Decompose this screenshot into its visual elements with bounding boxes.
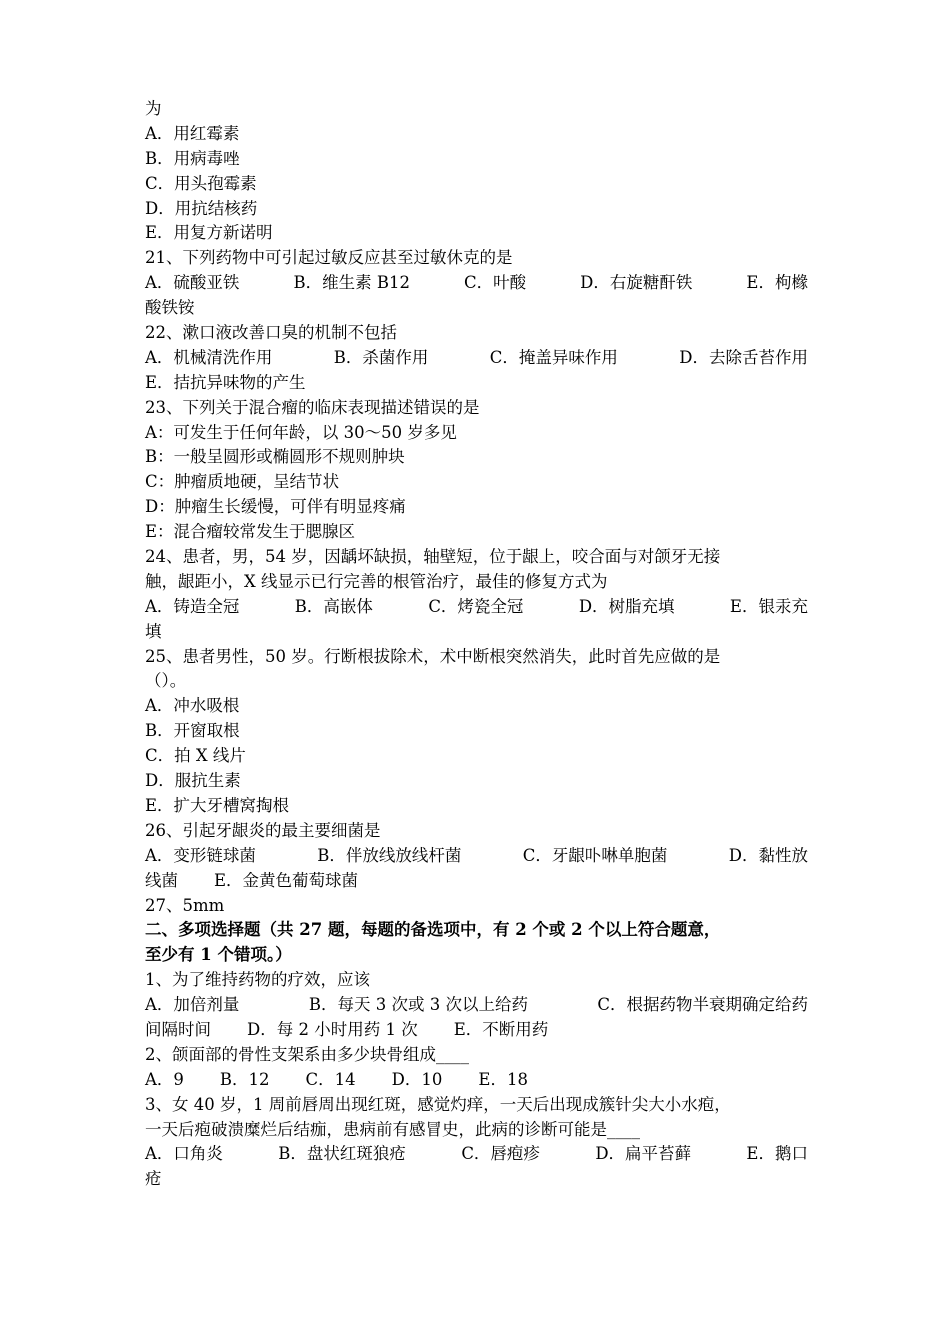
text-line: 为 — [145, 99, 162, 118]
question-24-cont: 触，龈距小，X 线显示已行完善的根管治疗，最佳的修复方式为 — [145, 571, 608, 591]
question-21: 21、下列药物中可引起过敏反应甚至过敏休克的是 — [145, 248, 513, 268]
option-continuation: 酸铁铵 — [145, 298, 195, 318]
option: E．金黄色葡萄球菌 — [214, 870, 359, 890]
question-24-options — [145, 595, 808, 620]
option-line: E．用复方新诺明 — [145, 223, 273, 243]
option-line: C．拍 X 线片 — [145, 746, 246, 766]
option: C．烤瓷全冠 — [428, 596, 524, 616]
multi-question-1-options-cont — [145, 1018, 808, 1043]
option-line: E．拮抗异味物的产生 — [145, 372, 306, 392]
option-line: D．用抗结核药 — [145, 198, 258, 218]
question-26-options-cont — [145, 869, 808, 894]
section-heading: 二、多项选择题（共 27 题，每题的备选项中，有 2 个或 2 个以上符合题意， — [145, 920, 721, 940]
option: C．叶酸 — [463, 273, 527, 293]
question-23: 23、下列关于混合瘤的临床表现描述错误的是 — [145, 397, 480, 417]
option: C．掩盖异味作用 — [489, 347, 618, 367]
option: 间隔时间 — [145, 1019, 211, 1039]
multi-question-2: 2、颌面部的骨性支架系由多少块骨组成____ — [145, 1044, 469, 1064]
question-22-options — [145, 346, 808, 371]
option-line: B．用病毒唑 — [145, 148, 240, 168]
option-line: A．用红霉素 — [145, 123, 240, 143]
question-25-cont: （）。 — [145, 671, 187, 691]
option: C．唇疱疹 — [461, 1144, 540, 1164]
option: 线菌 — [145, 870, 178, 890]
multi-question-3-options — [145, 1142, 808, 1167]
option: E．银汞充 — [729, 596, 808, 616]
option: D．去除舌苔作用 — [679, 347, 808, 367]
option: C．牙龈卟啉单胞菌 — [522, 845, 668, 865]
option-line: A：可发生于任何年龄，以 30～50 岁多见 — [145, 422, 457, 442]
option: A．口角炎 — [145, 1144, 223, 1164]
option-line: A．冲水吸根 — [145, 696, 240, 716]
question-26-options — [145, 844, 808, 869]
option: E．鹅口 — [746, 1144, 808, 1164]
section-heading-cont: 至少有 1 个错项。） — [145, 945, 292, 965]
option: D．扁平苔藓 — [595, 1144, 692, 1164]
question-21-options — [145, 271, 808, 296]
option-line: D．服抗生素 — [145, 771, 241, 791]
option: A．加倍剂量 — [145, 995, 240, 1015]
option-line: C：肿瘤质地硬，呈结节状 — [145, 472, 340, 492]
multi-question-3: 3、女 40 岁，1 周前唇周出现红斑，感觉灼痒，一天后出现成簇针尖大小水疱， — [145, 1094, 731, 1114]
option-line: B：一般呈圆形或椭圆形不规则肿块 — [145, 447, 405, 467]
option-line: E：混合瘤较常发生于腮腺区 — [145, 522, 356, 542]
question-24: 24、患者，男，54 岁，因龋坏缺损，轴壁短，位于龈上，咬合面与对颌牙无接 — [145, 547, 721, 567]
question-22: 22、漱口液改善口臭的机制不包括 — [145, 323, 397, 343]
option-line: B．开窗取根 — [145, 721, 240, 741]
option: B．每天 3 次或 3 次以上给药 — [308, 995, 528, 1015]
option: A．机械清洗作用 — [145, 347, 273, 367]
option: A．铸造全冠 — [145, 596, 240, 616]
question-25: 25、患者男性，50 岁。行断根拔除术，术中断根突然消失，此时首先应做的是 — [145, 646, 721, 666]
multi-question-2-options — [145, 1068, 808, 1093]
question-26: 26、引起牙龈炎的最主要细菌是 — [145, 820, 381, 840]
option: B．盘状红斑狼疮 — [278, 1144, 406, 1164]
option: E．不断用药 — [453, 1019, 549, 1039]
option: B．高嵌体 — [294, 596, 373, 616]
option: E．18 — [478, 1069, 528, 1089]
option-continuation: 填 — [145, 621, 162, 641]
option: B．12 — [219, 1069, 270, 1089]
option: E．枸橼 — [746, 273, 808, 293]
option: B．伴放线放线杆菌 — [317, 845, 462, 865]
question-27: 27、5mm — [145, 895, 225, 915]
option: B．杀菌作用 — [333, 347, 429, 367]
document-page — [145, 97, 808, 1192]
option: D．树脂充填 — [578, 596, 675, 616]
option: C．14 — [305, 1069, 356, 1089]
option-line: C．用头孢霉素 — [145, 173, 257, 193]
option: A．变形链球菌 — [145, 845, 256, 865]
option: A．硫酸亚铁 — [145, 273, 240, 293]
option-line: E．扩大牙槽窝掏根 — [145, 795, 290, 815]
option: D．右旋糖酐铁 — [580, 273, 693, 293]
option: C．根据药物半衰期确定给药 — [597, 995, 808, 1015]
option: D．黏性放 — [728, 845, 808, 865]
option-line: D：肿瘤生长缓慢，可伴有明显疼痛 — [145, 497, 406, 517]
multi-question-3-cont: 一天后疱破溃糜烂后结痂，患病前有感冒史，此病的诊断可能是____ — [145, 1119, 640, 1139]
option: D．每 2 小时用药 1 次 — [247, 1019, 418, 1039]
option: A．9 — [145, 1069, 184, 1089]
multi-question-1-options — [145, 993, 808, 1018]
option-continuation: 疮 — [145, 1169, 162, 1189]
multi-question-1: 1、为了维持药物的疗效，应该 — [145, 970, 370, 990]
option: D．10 — [391, 1069, 443, 1089]
option: B．维生素 B12 — [293, 273, 410, 293]
